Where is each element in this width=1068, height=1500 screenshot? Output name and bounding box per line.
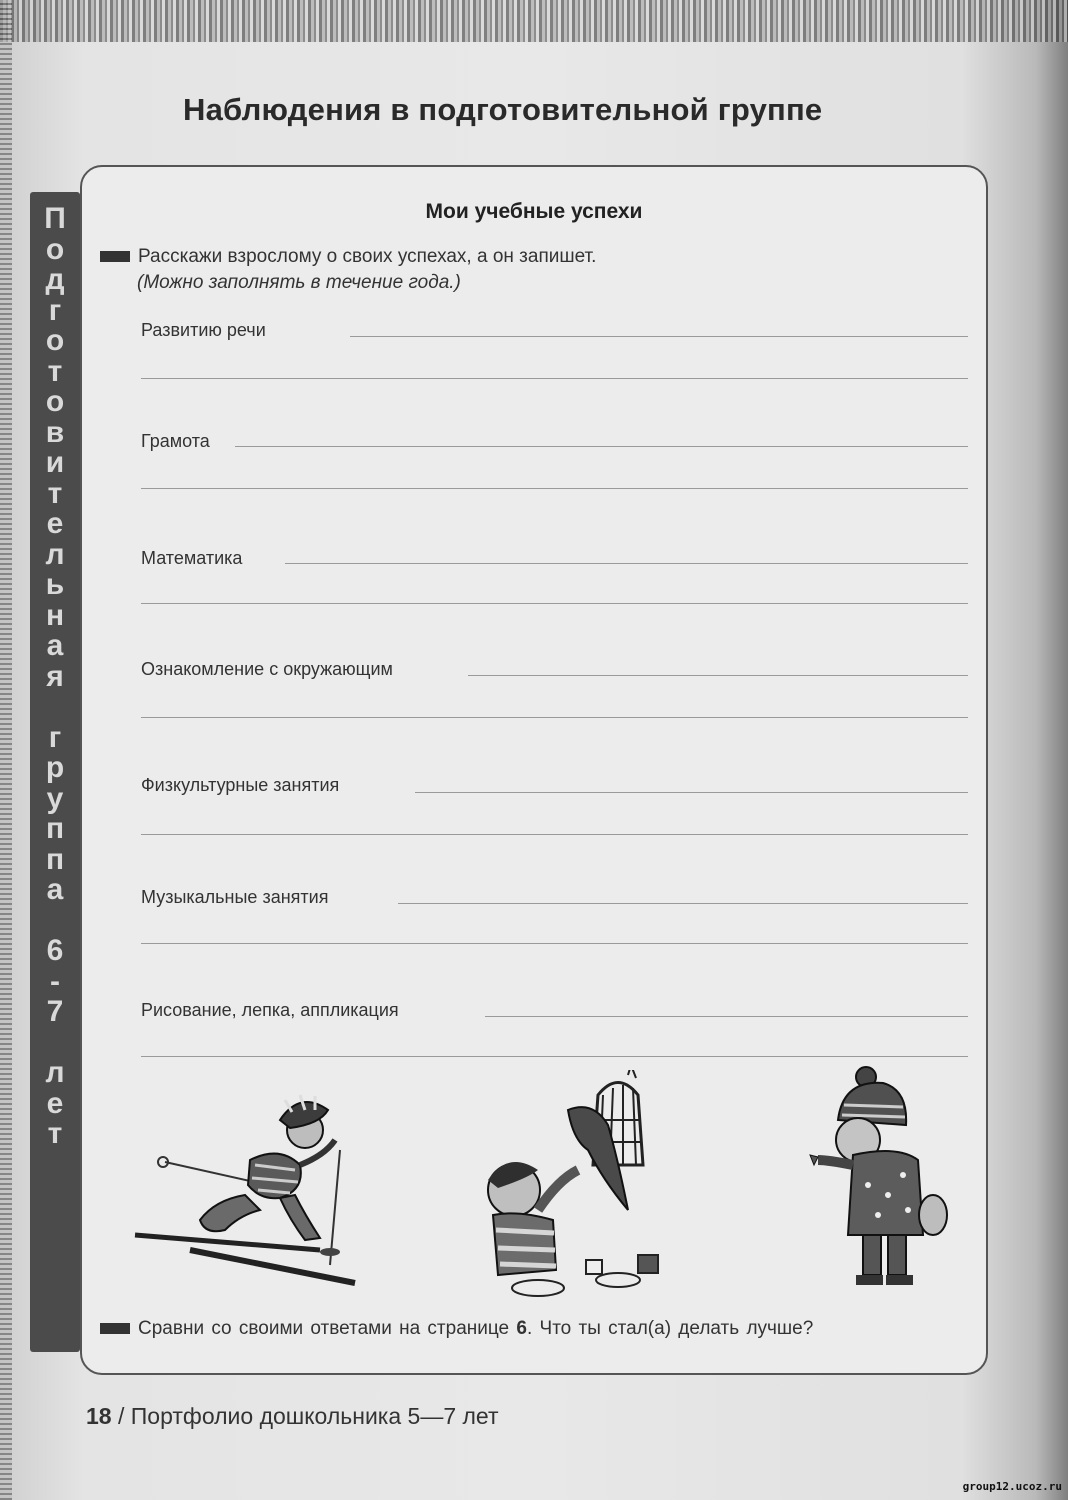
bottom-question xyxy=(100,1318,813,1340)
subject-label-art: Рисование, лепка, аппликация xyxy=(141,1000,403,1021)
write-line[interactable] xyxy=(235,446,968,447)
write-line[interactable] xyxy=(285,563,968,564)
side-band-char: т xyxy=(47,354,63,388)
side-band-char: р xyxy=(45,751,65,784)
write-line[interactable] xyxy=(141,603,968,604)
write-line[interactable] xyxy=(468,675,968,676)
side-band-char: о xyxy=(45,324,65,357)
subject-label-music: Музыкальные занятия xyxy=(141,887,332,908)
bottom-question-page-ref: 6 xyxy=(516,1318,527,1339)
scan-left-edge xyxy=(0,0,12,1500)
bullet-square-icon xyxy=(100,251,130,262)
write-line[interactable] xyxy=(415,792,968,793)
skier-child-icon xyxy=(130,1090,365,1290)
side-band-char xyxy=(51,906,59,937)
side-band-char: п xyxy=(45,842,65,876)
side-band-char: 7 xyxy=(46,995,64,1028)
side-band-char: п xyxy=(45,812,65,845)
subject-label-literacy: Грамота xyxy=(141,431,214,452)
watermark-text: group12.ucoz.ru xyxy=(962,1480,1062,1493)
page-number: 18 xyxy=(86,1403,112,1429)
side-band-char xyxy=(51,692,59,723)
side-band-char: 6 xyxy=(46,934,64,967)
side-band-char: н xyxy=(45,598,65,632)
write-line[interactable] xyxy=(485,1016,968,1017)
instruction-text: Расскажи взрослому о своих успехах, а он запишет. xyxy=(138,246,597,267)
side-band-char: в xyxy=(45,415,65,449)
page-title: Наблюдения в подготовительной группе xyxy=(183,92,823,127)
write-line[interactable] xyxy=(398,903,968,904)
subject-label-environment: Ознакомление с окружающим xyxy=(141,659,397,680)
child-in-winter-coat-icon xyxy=(808,1065,968,1295)
side-band-char: у xyxy=(46,781,64,815)
side-band-char: д xyxy=(45,263,65,296)
footer-separator: / xyxy=(117,1403,125,1429)
side-band-char: о xyxy=(45,385,65,418)
side-band-char: о xyxy=(45,232,65,266)
instruction xyxy=(100,246,596,268)
side-band-vertical-title xyxy=(30,192,80,1352)
bottom-question-suffix: . Что ты стал(а) делать лучше? xyxy=(526,1318,814,1339)
side-band-char: г xyxy=(48,293,62,327)
instruction-note: (Можно заполнять в течение года.) xyxy=(137,272,461,293)
subject-label-speech: Развитию речи xyxy=(141,320,270,341)
side-band-char: П xyxy=(44,202,66,235)
side-band-char: а xyxy=(46,629,64,662)
write-line[interactable] xyxy=(141,1056,968,1057)
side-band-char: я xyxy=(46,659,64,693)
side-band-char: - xyxy=(50,964,60,998)
write-line[interactable] xyxy=(141,943,968,944)
page-footer xyxy=(86,1403,499,1430)
write-line[interactable] xyxy=(141,488,968,489)
subject-label-math: Математика xyxy=(141,548,246,569)
side-band-char: е xyxy=(46,507,64,540)
bullet-square-icon xyxy=(100,1323,130,1334)
side-band-char xyxy=(51,1028,59,1059)
write-line[interactable] xyxy=(141,378,968,379)
side-band-char: а xyxy=(46,873,64,906)
section-title: Мои учебные успехи xyxy=(425,200,643,223)
side-band-char: ь xyxy=(45,568,65,601)
side-band-char: л xyxy=(45,537,65,571)
subject-label-pe: Физкультурные занятия xyxy=(141,775,343,796)
side-band-char: т xyxy=(47,476,63,510)
side-band-char: л xyxy=(45,1056,65,1089)
book-title: Портфолио дошкольника 5—7 лет xyxy=(130,1403,499,1429)
side-band-char: е xyxy=(46,1086,64,1120)
child-with-parrot-cage-icon xyxy=(478,1070,678,1310)
write-line[interactable] xyxy=(350,336,968,337)
scan-edge-noise xyxy=(0,0,1068,42)
side-band-char: т xyxy=(47,1117,63,1150)
side-band-char: г xyxy=(48,720,62,754)
write-line[interactable] xyxy=(141,717,968,718)
write-line[interactable] xyxy=(141,834,968,835)
side-band-char: и xyxy=(45,446,65,479)
bottom-question-prefix: Сравни со своими ответами на странице xyxy=(138,1318,517,1339)
